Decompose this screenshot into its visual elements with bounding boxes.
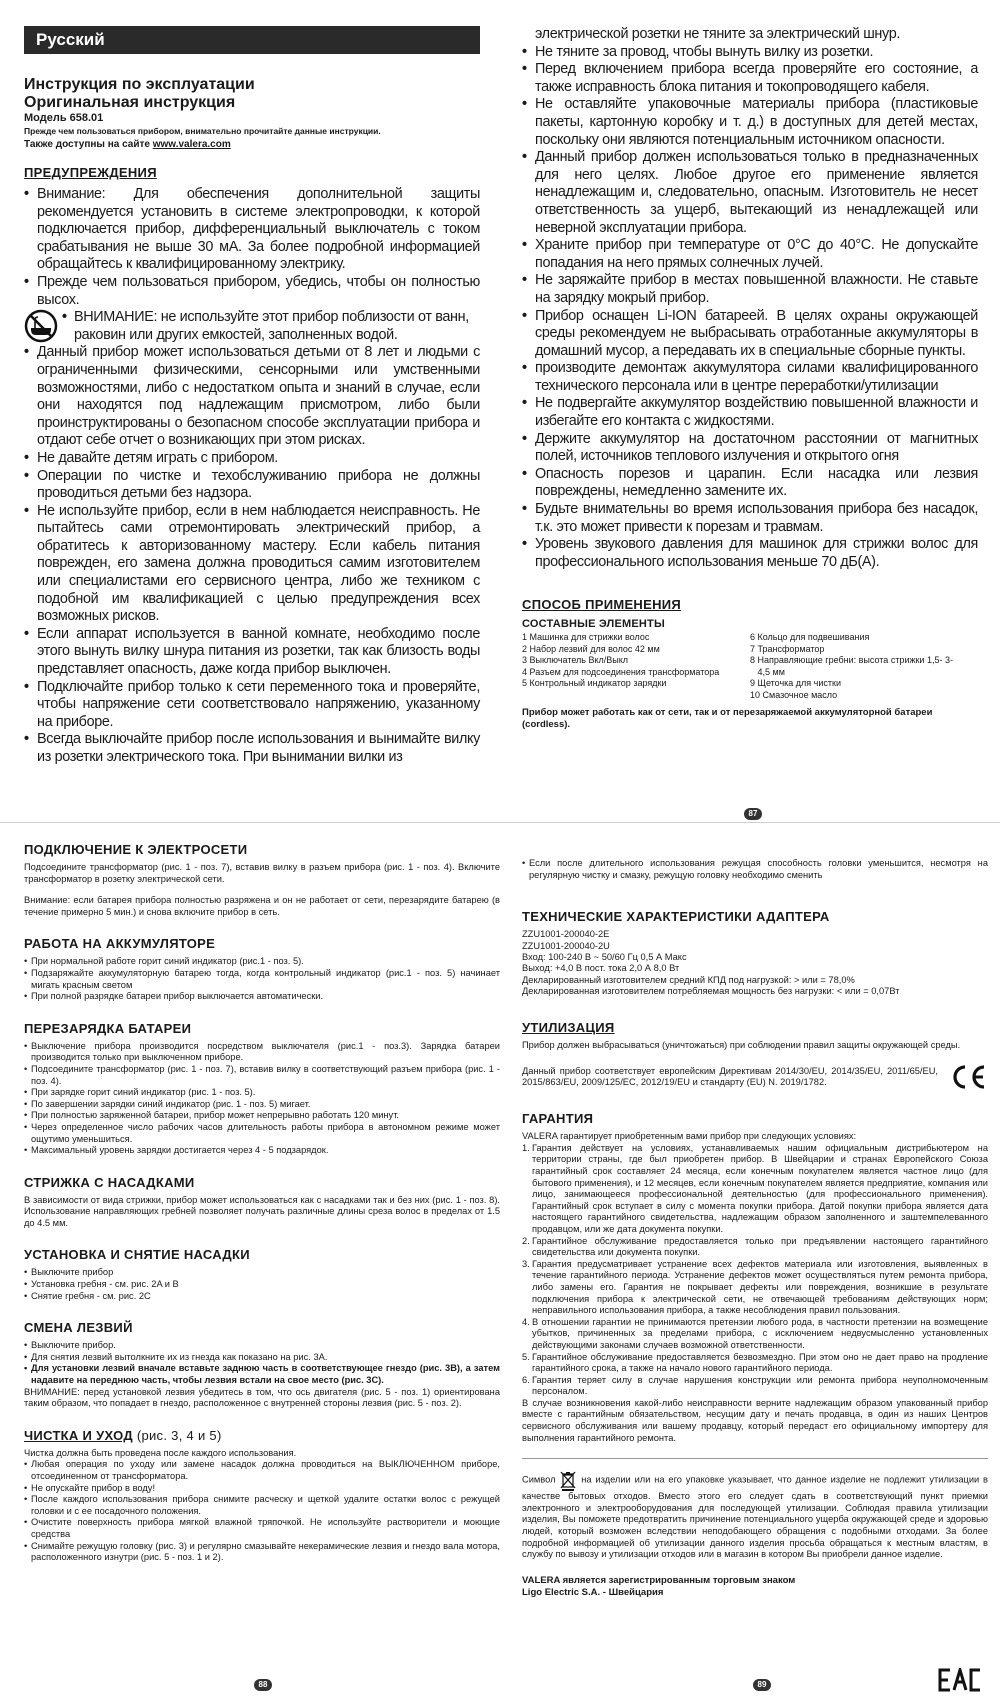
page-number-bottom-left: 88 [254,1679,272,1691]
list-item: • Данный прибор должен использоваться только в предназначенных для него целях. Любое другое его применение является ненадлежащим и, следовательно, опасным. Изготовитель не несет ответственность за ущерб, вытекающий из ненадлежащей или неверной эксплуатации прибора. [522,149,978,236]
eac-mark-icon [938,1668,982,1692]
components-list [522,632,978,701]
list-item: 2. Гарантийное обслуживание предоставляется только при предъявлении настоящего гарантийного свидетельства или документа покупки. [522,1235,988,1258]
list-item: • Всегда выключайте прибор после использования и вынимайте вилку из розетки электрического тока. При вынимании вилки из [24,731,480,765]
list-item: • При полной разрядке батареи прибор выключается автоматически. [24,991,324,1002]
list-item: • При полностью заряженной батареи, прибор может непрерывно работать 120 минут. [24,1110,399,1121]
spec-line: Декларированный изготовителем средний КПД под нагрузкой: > или = 78,0% [522,974,855,985]
list-item: 10 Смазочное масло [750,689,838,700]
list-item: 7 Трансформатор [750,643,825,654]
list-item: 1 Машинка для стрижки волос [522,632,650,643]
list-item: • Внимание: Для обеспечения дополнительной защиты рекомендуется установить в системе электропроводки, к которой подключается прибор, дифференциальный выключатель с током срабатывания не выше 30 мА. За более подробной информацией обращайтесь к квалифицированному электрику. [24,186,480,273]
site-link[interactable]: www.valera.com [152,139,231,150]
spec-line: Выход: +4,0 В пост. тока 2,0 А 8,0 Вт [522,963,680,974]
list-item: • Любая операция по уходу или замене насадок должна проводиться на ВЫКЛЮЧЕННОМ приборе, отсоединенном от трансформатора. [24,1459,500,1481]
warranty-list [522,1143,988,1398]
attach-title: УСТАНОВКА И СНЯТИЕ НАСАДКИ [24,1247,250,1263]
footer-line-1: VALERA является зарегистрированным торговым знаком [522,1574,796,1586]
list-item: • Не оставляйте упаковочные материалы прибора (пластиковые пакеты, картонную коробку и т. д.) в доступных для детей местах, поскольку они являются потенциальным источником опасности. [522,96,978,148]
attach-list [24,1267,500,1302]
adapter-title: ТЕХНИЧЕСКИЕ ХАРАКТЕРИСТИКИ АДАПТЕРА [522,909,830,925]
footer-line-2: Ligo Electric S.A. - Швейцария [522,1586,664,1598]
warranty-title: ГАРАНТИЯ [522,1111,594,1127]
model-number: Модель 658.01 [24,112,104,124]
spec-line: Декларированная изготовителем потребляемая мощность без нагрузки: < или = 0,07Вт [522,986,900,997]
spec-line: Вход: 100-240 В ~ 50/60 Гц 0,5 А Макс [522,952,687,962]
warnings-list-c [522,26,978,571]
list-item: 6 Кольцо для подвешивания [750,632,870,643]
list-item: • После каждого использования прибора снимите расческу и щеткой удалите остатки волос с режущей головки и с ее посадочного положения. [24,1494,500,1516]
intro-note: Прежде чем пользоваться прибором, внимательно прочитайте данные инструкции. [24,126,381,136]
list-item: • Подсоедините трансформатор (рис. 1 - поз. 7), вставив вилку в соответствующий разъем прибора (рис. 1 - поз. 4). [24,1063,500,1086]
cleaning-intro: Чистка должна быть проведена после каждого использования. [24,1447,297,1458]
list-item: • Для установки лезвий вначале вставьте заднюю часть в соответствующее гнездо (рис. 3B), а затем надавите на переднюю часть, чтобы лезвия встали на свое место (рис. 3C). [24,1363,500,1386]
cleaning-list [24,1459,500,1563]
list-item: • Установка гребня - см. рис. 2A и B [24,1279,179,1290]
doc-title: Инструкция по эксплуатации [24,76,255,93]
disposal-title: УТИЛИЗАЦИЯ [522,1019,615,1035]
connect-paragraph-2: Внимание: если батарея прибора полностью разряжена и он не работает от сети, перезарядите батарею (в течение примерно 5 мин.) и снова включите прибор в сеть. [24,895,500,917]
warranty-outro: В случае возникновения какой-либо неисправности верните надлежащим образом упакованный прибор вместе с гарантийным обязательством, несущим дату и печать продавца, в один из наших Центров сервисного обслуживания или вашему продавцу, который передаст его официальному импортеру для выполнения гарантийного ремонта. [522,1397,988,1443]
list-item: 4 Разъем для подсоединения трансформатора [522,666,720,677]
list-item: • Держите аккумулятор на достаточном расстоянии от магнитных полей, источников теплового излучения и открытого огня [522,430,978,465]
list-item: • Выключите прибор. [24,1340,116,1351]
crossed-bin-icon [559,1469,577,1491]
footer-brand [522,1575,988,1599]
bottom-right-column [522,858,988,1599]
site-prefix: Также доступны на сайте [24,139,153,150]
weee-paragraph [522,1469,988,1561]
warranty-intro: VALERA гарантирует приобретенным вами прибор при следующих условиях: [522,1131,857,1142]
recharge-title: ПЕРЕЗАРЯДКА БАТАРЕИ [24,1020,192,1036]
list-item: 4. В отношении гарантии не принимаются претензии любого рода, в частности претензии на возмещение убытков, причиненных за пределами прибора, с исключением недвусмысленно установленных действующими законами случаев возможной ответственности. [522,1316,988,1350]
list-item: 4,5 мм [750,666,785,677]
list-item: • Подзаряжайте аккумуляторную батарею тогда, когда контрольный индикатор (рис.1 - поз. 5) начинает мигать красным светом [24,967,500,990]
connect-paragraph-1: Подсоедините трансформатор (рис. 1 - поз. 7), вставив вилку в разъем прибора (рис. 1 - поз. 4). Включите трансформатор в розетку электрической сети. [24,862,500,884]
list-item: • Опасность порезов и царапин. Если насадка или лезвия повреждены, немедленно замените их. [522,465,978,500]
list-item: • Снятие гребня - см. рис. 2C [24,1290,151,1301]
connect-title: ПОДКЛЮЧЕНИЕ К ЭЛЕКТРОСЕТИ [24,842,248,857]
list-item: • Уровень звукового давления для машинок для стрижки волос для профессионального использования меньше 70 дБ(А). [522,536,978,570]
haircut-title: СТРИЖКА С НАСАДКАМИ [24,1174,195,1190]
cleaning-list-continued [522,858,988,881]
ce-mark-icon [948,1063,988,1091]
list-item: электрической розетки не тяните за электрический шнур. [535,26,901,42]
list-item: • По завершении зарядки синий индикатор (рис. 1 - поз. 5) мигает. [24,1098,311,1109]
blades-note: ВНИМАНИЕ: перед установкой лезвия убедитесь в том, что ось двигателя (рис. 5 - поз. 1) ориентирована таким образом, что попадает в гнездо, расположенное с внутренней стороны лезвия (рис. 5 - поз. 2). [24,1386,500,1409]
top-right-column [522,26,978,731]
blades-list [24,1340,500,1386]
list-item: • Через определенное число рабочих часов длительность работы прибора в автономном режиме может ощутимо уменьшиться. [24,1121,500,1144]
spec-line: ZZU1001-200040-2U [522,940,610,951]
list-item: • Для снятия лезвий вытолкните их из гнезда как показано на рис. 3A. [24,1351,328,1362]
list-item: • Не тяните за провод, чтобы вынуть вилку из розетки. [522,43,874,60]
list-item: 8 Направляющие гребни: высота стрижки 1,5- 3- [750,655,953,666]
list-item: • Не опускайте прибор в воду! [24,1482,156,1493]
list-item: • Если аппарат используется в ванной комнате, необходимо после этого вынуть вилку шнура питания из розетки, так как близость воды представляет опасность, даже когда прибор выключен. [24,625,480,678]
list-item: • Перед включением прибора всегда проверяйте его состояние, а также исправность блока питания и токопроводящего кабеля. [522,61,978,95]
no-bath-icon [24,309,58,343]
list-item: 5 Контрольный индикатор зарядки [522,678,667,689]
list-item: • Выключите прибор [24,1267,114,1278]
list-item: • Прежде чем пользоваться прибором, убедись, чтобы он полностью высох. [24,273,480,308]
list-item: • Храните прибор при температуре от 0°С до 40°С. Не допускайте попадания на него прямых солнечных лучей. [522,237,978,271]
site-line [24,138,480,151]
list-item: • Снимайте режущую головку (рис. 3) и регулярно смазывайте некерамические лезвия и гнездо вала мотора, расположенного изнутри (рис. 5 - поз. 1 и 2). [24,1540,500,1563]
page-divider [0,822,1000,823]
adapter-specs [522,929,988,997]
blades-title: СМЕНА ЛЕЗВИЙ [24,1320,133,1336]
list-item: 6. Гарантия теряет силу в случае нарушения конструкции или ремонта прибора неуполномоченным персоналом. [522,1374,988,1397]
list-item: 3. Гарантия предусматривает устранение всех дефектов материала или изготовления, выявленных в течение гарантийного периода. Устранение дефектов может осуществляться путем ремонта прибора, либо замены его. Гарантия не покрывает дефекты или повреждения, возникшие в результате подключения прибора к электрической сети, не отвечающей требованиям действующих норм; неправильного использования прибора, а также несоблюдения правил пользования. [522,1258,988,1316]
list-item: • производите демонтаж аккумулятора силами квалифицированного технического персонала или в центре переработки/утилизации [522,360,978,394]
list-item: • ВНИМАНИЕ: не используйте этот прибор поблизости от ванн, раковин или других емкостей, заполненных водой. [62,309,469,343]
doc-subtitle: Оригинальная инструкция [24,94,236,111]
list-item: • Не давайте детям играть с прибором. [24,449,278,466]
list-item: • Максимальный уровень зарядки достигается через 4 - 5 подзарядок. [24,1145,329,1156]
directives-row [522,1063,988,1091]
components-left [522,632,750,701]
warnings-list-a [24,186,480,309]
disposal-paragraph-1: Прибор должен выбрасываться (уничтожаться) при соблюдении правил защиты окружающей среды. [522,1039,961,1050]
list-item: • Не подвергайте аккумулятор воздействию повышенной влажности и избегайте его контакта с жидкостями. [522,395,978,430]
haircut-paragraph: В зависимости от вида стрижки, прибор может использоваться как с насадками так и без них (рис. 1 - поз. 8). Использование направляющих гребней позволяет получать различные длины среза волос в пределах от 1.5 до 4.5 мм. [24,1194,500,1228]
cordless-note: Прибор может работать как от сети, так и от перезаряжаемой аккумуляторной батареи (cordless). [522,707,933,731]
list-item: 5. Гарантийное обслуживание предоставляется безвозмездно. При этом оно не дает право на продление гарантийного срока, а также на начало нового гарантийного периода. [522,1351,988,1374]
page-number-top: 87 [744,808,762,820]
list-item: • Подключайте прибор только к сети переменного тока и проверяйте, чтобы напряжение сети соответствовало напряжению, указанному на приборе. [24,678,480,730]
symbol-text: на изделии или на его упаковке указывает, что данное изделие не подлежит утилизации в качестве бытовых отходов. Вместо этого его следует сдать в соответствующий пункт приемки электронного и электрооборудования для последующей утилизации. Соблюдая правила утилизации изделия, Вы поможете предотвратить причинение потенциального ущерба окружающей среде и здоровью людей, который возможен вследствии неподобающего обращения с подобными отходами. За более подробной информацией об утилизации данного изделия просьба обращаться к местным властям, в службу по вывозу и утилизации отходов или в магазин в котором Вы приобрели данное изделие. [522,1474,988,1560]
list-item: • Данный прибор может использоваться детьми от 8 лет и людьми с ограниченными физическими, сенсорными или умственными возможностями, либо с недостатком опыта и знаний в случае, если они находятся под надлежащим присмотром, либо были проинструктированы о безопасном способе эксплуатации прибора и отдают себе отчет о возникающих при этом рисках. [24,344,480,449]
bottom-left-column [24,842,500,1564]
list-item: • Операции по чистке и техобслуживанию прибора не должны проводиться детьми без надзора. [24,467,480,502]
symbol-prefix: Символ [522,1474,556,1485]
list-item: • Будьте внимательны во время использования прибора без насадок, т.к. это может привести к порезам и травмам. [522,501,978,535]
usage-title: СПОСОБ ПРИМЕНЕНИЯ [522,597,682,613]
list-item: • Не используйте прибор, если в нем наблюдается неисправность. Не пытайтесь сами отремонтировать электрический прибор, а обратитесь к авторизованному мастеру. Если кабель питания поврежден, его замена должна проводиться самим изготовителем или специалистами его сервисного центра, либо же техником с подобной им квалификацией с целью предупреждения всех возможных рисков. [24,502,480,625]
battery-list [24,956,500,1002]
spec-line: ZZU1001-200040-2E [522,929,610,940]
cleaning-title: ЧИСТКА И УХОД (рис. 3, 4 и 5) [24,1427,222,1443]
list-item: • При зарядке горит синий индикатор (рис. 1 - поз. 5). [24,1087,256,1098]
bath-warning [24,309,480,344]
page-number-bottom-right: 89 [753,1679,771,1691]
list-item: 2 Набор лезвий для волос 42 мм [522,643,660,654]
top-left-column [24,26,480,767]
list-item: 3 Выключатель Вкл/Выкл [522,655,629,666]
warnings-title: ПРЕДУПРЕЖДЕНИЯ [24,165,157,180]
recharge-list [24,1041,500,1157]
list-item: 1. Гарантия действует на условиях, устанавливаемых нашим официальным дистрибьютером на территории страны, где был приобретен прибор. В Швейцарии и странах Европейского Союза гарантийный срок составляет 24 месяца, если конечным покупателем является частное лицо (для бытового применения), и 12 месяцев, если конечным покупателем является предприятие, компания или лицо, занимающееся профессиональной деятельностью (для профессионального применения). Гарантийный срок вступает в силу с момента покупки прибора. Датой покупки прибора является дата настоящего гарантийного свидетельства, надлежащим образом заполненного и заштемпелеванного продавцом, или же дата документа покупки. [522,1142,988,1234]
list-item: • Если после длительного использования режущая способность головки уменьшится, несмотря на регулярную чистку и смазку, режущую головку необходимо сменить [522,858,988,880]
battery-title: РАБОТА НА АККУМУЛЯТОРЕ [24,936,216,952]
list-item: • Прибор оснащен Li-ION батареей. В целях охраны окружающей среды рекомендуем не выбрасывать отработанные аккумуляторы в домашний мусор, а передавать их в специальные сборные пункты. [522,307,978,359]
list-item: • Выключение прибора производится посредством выключателя (рис.1 - поз.3). Зарядка батареи производится только при выключенном приборе. [24,1040,500,1063]
components-right [750,632,978,701]
components-title: СОСТАВНЫЕ ЭЛЕМЕНТЫ [522,618,665,631]
list-item: • При нормальной работе горит синий индикатор (рис.1 - поз. 5). [24,956,304,967]
disposal-paragraph-2: Данный прибор соответствует европейским Директивам 2014/30/EU, 2014/35/EU, 2011/65/EU, 2015/863/EU, 2009/125/EC, 2012/19/EU и стандарту (EU) N. 2019/1782. [522,1065,938,1088]
warnings-list-b [24,344,480,766]
list-item: • Не заряжайте прибор в местах повышенной влажности. Не ставьте на зарядку мокрый прибор. [522,272,978,306]
language-bar: Русский [24,26,480,54]
list-item: 9 Щеточка для чистки [750,678,841,689]
separator [522,1458,988,1459]
list-item: • Очистите поверхность прибора мягкой влажной тряпочкой. Не используйте растворители и моющие средства [24,1517,500,1539]
